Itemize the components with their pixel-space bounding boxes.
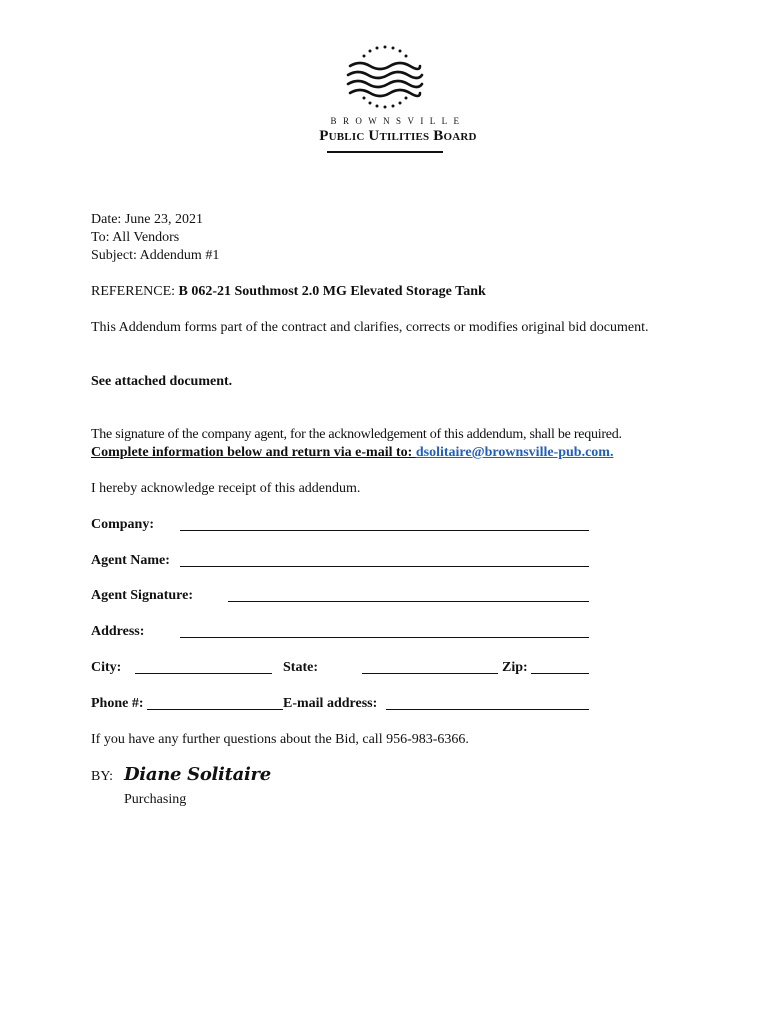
city-label: City: [91, 660, 122, 675]
see-attached-text: See attached document. [91, 374, 233, 389]
signer-title: Purchasing [124, 792, 187, 807]
company-label: Company: [91, 517, 155, 532]
intro-paragraph: This Addendum forms part of the contract and clarifies, corrects or modifies original bid document. [91, 320, 649, 335]
phone-field[interactable] [147, 709, 283, 710]
agent-signature-label: Agent Signature: [91, 588, 194, 603]
questions-text: If you have any further questions about the Bid, call 956-983-6366. [91, 732, 469, 747]
address-field[interactable] [180, 637, 589, 638]
email-address-field[interactable] [386, 709, 589, 710]
brand-top-text: BROWNSVILLE [330, 116, 466, 126]
brand-main-text: Public Utilities Board [319, 128, 477, 144]
by-label: BY: [91, 769, 114, 784]
phone-label: Phone #: [91, 696, 144, 711]
signature-note: The signature of the company agent, for the acknowledgement of this addendum, shall be required. [91, 427, 622, 442]
waves-dots-logo-icon [340, 44, 430, 110]
to-line: To: All Vendors [91, 230, 180, 245]
agent-signature-field[interactable] [228, 601, 589, 602]
agent-name-label: Agent Name: [91, 553, 170, 568]
city-field[interactable] [135, 673, 272, 674]
company-field[interactable] [180, 530, 589, 531]
email-address-label: E-mail address: [283, 696, 378, 711]
zip-field[interactable] [531, 673, 589, 674]
reference-label: REFERENCE: [91, 284, 179, 299]
address-label: Address: [91, 624, 145, 639]
subject-line: Subject: Addendum #1 [91, 248, 220, 263]
return-instructions [91, 444, 613, 462]
acknowledge-text: I hereby acknowledge receipt of this addendum. [91, 481, 361, 496]
email-link[interactable]: dsolitaire@brownsville-pub.com. [415, 445, 614, 460]
state-field[interactable] [362, 673, 498, 674]
reference-value: B 062-21 Southmost 2.0 MG Elevated Storage Tank [178, 284, 486, 299]
zip-label: Zip: [502, 660, 528, 675]
brand-divider [327, 151, 443, 153]
date-line: Date: June 23, 2021 [91, 212, 203, 227]
return-text: Complete information below and return via e-mail to: [91, 445, 416, 460]
reference-line [91, 283, 486, 301]
agent-name-field[interactable] [180, 566, 589, 567]
signature-name: Diane Solitaire [124, 764, 271, 785]
state-label: State: [283, 660, 318, 675]
